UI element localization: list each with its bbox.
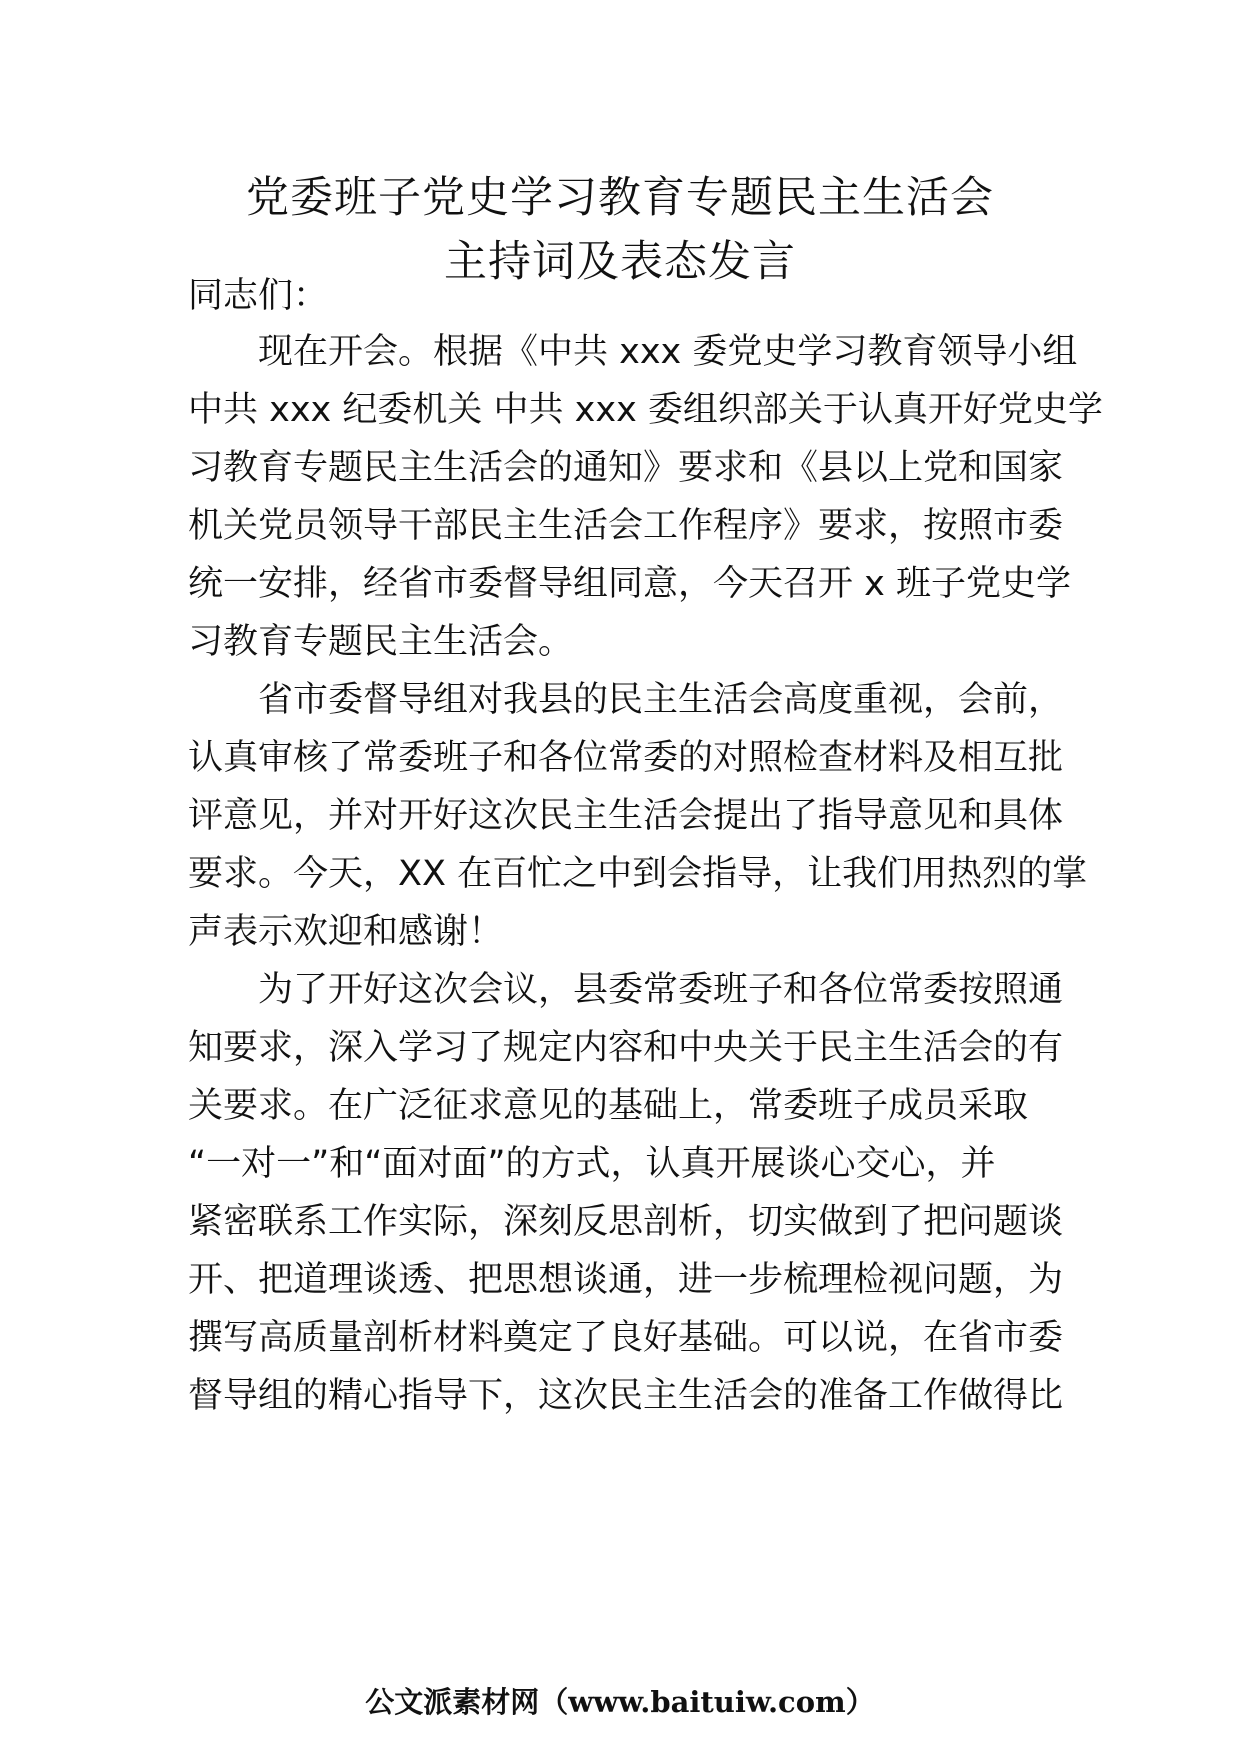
body-line: 统一安排，经省市委督导组同意，今天召开 x 班子党史学 — [188, 564, 1071, 604]
document-title-line-1: 党委班子党史学习教育专题民主生活会 — [246, 173, 994, 223]
body-line: 为了开好这次会议，县委常委班子和各位常委按照通 — [188, 970, 1064, 1010]
body-line: 声表示欢迎和感谢！ — [188, 912, 504, 952]
body-line: 认真审核了常委班子和各位常委的对照检查材料及相互批 — [188, 738, 1064, 778]
body-line: 要求。今天，XX 在百忙之中到会指导，让我们用热烈的掌 — [188, 854, 1088, 894]
footer-source-link: 公文派素材网（www.baituiw.com） — [365, 1685, 875, 1719]
body-line: “一对一”和“面对面”的方式，认真开展谈心交心，并 — [188, 1144, 996, 1184]
body-line: 紧密联系工作实际，深刻反思剖析，切实做到了把问题谈 — [188, 1202, 1064, 1242]
body-line: 关要求。在广泛征求意见的基础上，常委班子成员采取 — [188, 1086, 1029, 1126]
body-line: 评意见，并对开好这次民主生活会提出了指导意见和具体 — [188, 796, 1064, 836]
body-line: 现在开会。根据《中共 xxx 委党史学习教育领导小组 — [188, 332, 1078, 372]
document-title-line-2: 主持词及表态发言 — [444, 237, 796, 287]
body-line: 开、把道理谈透、把思想谈通，进一步梳理检视问题，为 — [188, 1260, 1064, 1300]
body-line: 中共 xxx 纪委机关 中共 xxx 委组织部关于认真开好党史学 — [188, 390, 1103, 430]
body-line: 省市委督导组对我县的民主生活会高度重视，会前， — [188, 680, 1064, 720]
body-line: 机关党员领导干部民主生活会工作程序》要求，按照市委 — [188, 506, 1064, 546]
body-line: 督导组的精心指导下，这次民主生活会的准备工作做得比 — [188, 1376, 1064, 1416]
body-line: 习教育专题民主生活会的通知》要求和《县以上党和国家 — [188, 448, 1064, 488]
body-line: 同志们： — [188, 276, 329, 316]
body-line: 知要求，深入学习了规定内容和中央关于民主生活会的有 — [188, 1028, 1064, 1068]
body-line: 撰写高质量剖析材料奠定了良好基础。可以说，在省市委 — [188, 1318, 1064, 1358]
body-line: 习教育专题民主生活会。 — [188, 622, 574, 662]
